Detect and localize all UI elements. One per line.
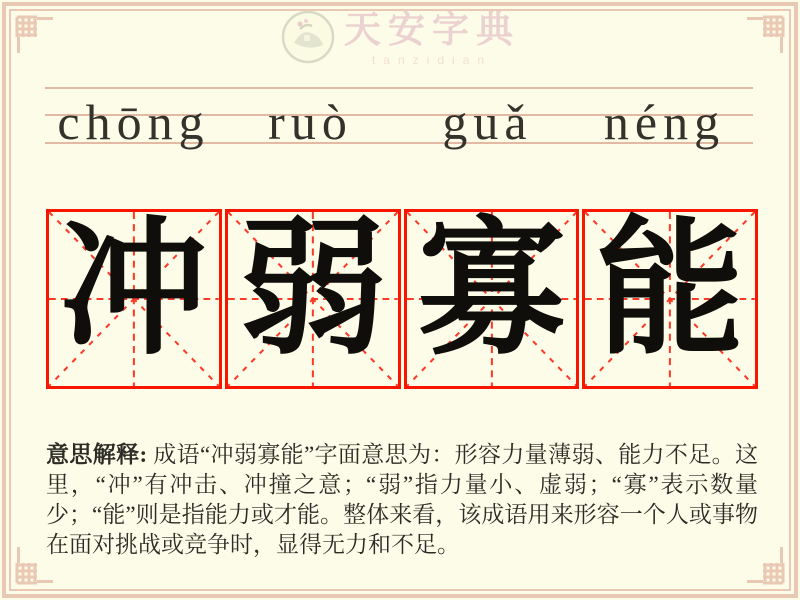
idiom-character: 能	[596, 209, 745, 373]
brand-title: 天安字典	[344, 10, 520, 51]
pinyin-syllable: ruò	[268, 94, 353, 150]
brand-text	[344, 11, 520, 67]
seal-circle-icon	[280, 9, 336, 70]
pinyin-section	[45, 80, 753, 160]
character-box	[404, 209, 580, 389]
pinyin-row	[45, 94, 753, 150]
brand-logo	[0, 8, 800, 70]
idiom-character-boxes	[46, 209, 758, 389]
idiom-character: 冲	[59, 209, 208, 373]
character-box	[582, 209, 758, 389]
brand-subtitle: tanzidian	[371, 53, 493, 67]
meaning-explanation	[46, 440, 758, 560]
pinyin-syllable: chōng	[57, 94, 210, 150]
pinyin-syllable: guǎ	[442, 94, 533, 150]
pinyin-syllable: néng	[603, 94, 726, 150]
explanation-label: 意思解释:	[46, 442, 148, 467]
idiom-character: 弱	[238, 209, 387, 373]
pinyin-guide-line	[45, 87, 753, 89]
explanation-text: 成语“冲弱寡能”字面意思为：形容力量薄弱、能力不足。这里，“冲”有冲击、冲撞之意；“弱”指力量小、虚弱；“寡”表示数量少；“能”则是指能力或才能。整体来看，该成语用来形容一个人或事物在面对挑战或竞争时，显得无力和不足。	[46, 442, 758, 557]
idiom-character: 寡	[417, 209, 566, 373]
character-box	[46, 209, 222, 389]
character-box	[225, 209, 401, 389]
